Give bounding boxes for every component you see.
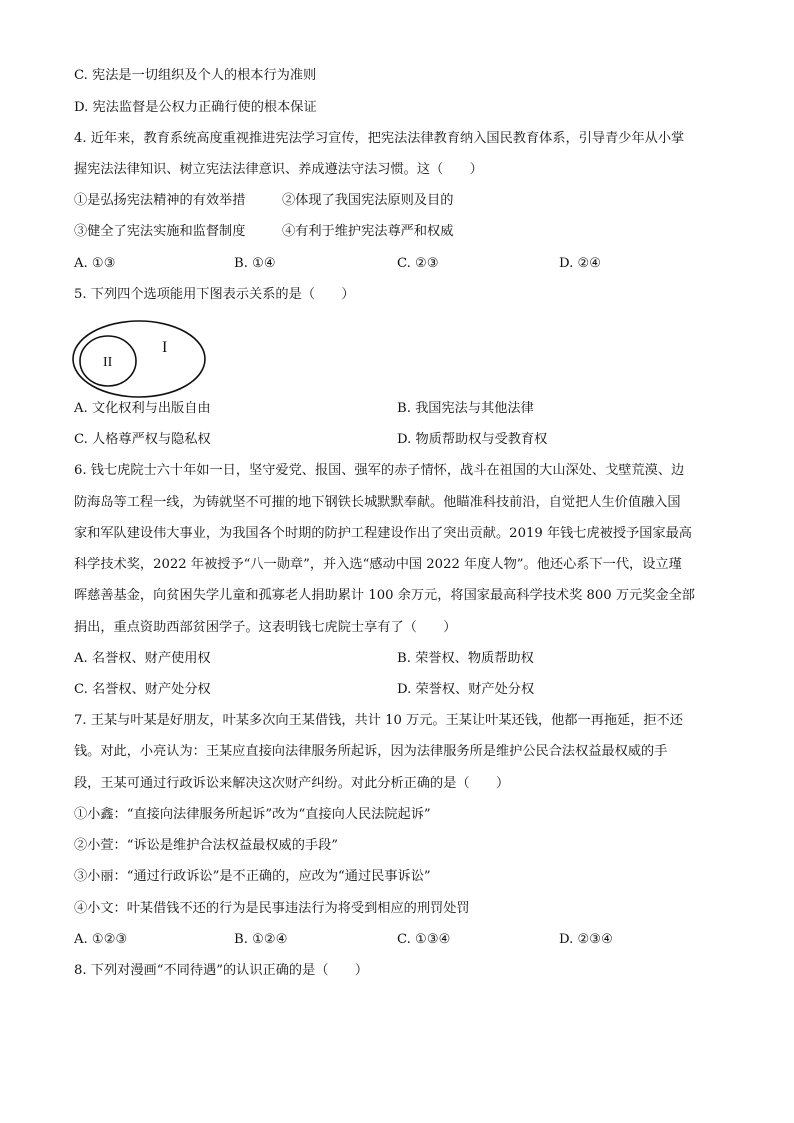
q4-stem-line-2: 握宪法法律知识、树立宪法法律意识、养成遵法守法习惯。这（ ）	[74, 162, 483, 177]
q7-option-a: A. ①②③	[74, 932, 128, 947]
prev-option-d: D. 宪法监督是公权力正确行使的根本保证	[74, 100, 317, 115]
venn-outer-label: I	[162, 339, 168, 356]
q6-stem-line-6: 捐出，重点资助西部贫困学子。这表明钱七虎院士享有了（ ）	[74, 620, 457, 635]
q5-stem: 5. 下列四个选项能用下图表示关系的是（ ）	[74, 287, 355, 302]
q7-stem-line-2: 钱。对此，小亮认为：王某应直接向法律服务所起诉，因为法律服务所是维护公民合法权益最权威的手	[74, 744, 668, 759]
q4-stem-line-1: 4. 近年来，教育系统高度重视推进宪法学习宣传，把宪法法律教育纳入国民教育体系，引导青少年从小掌	[74, 131, 685, 146]
q4-statement-4: ④有利于维护宪法尊严和权威	[282, 224, 454, 239]
q5-venn-diagram	[70, 318, 208, 400]
q5-option-c: C. 人格尊严权与隐私权	[74, 432, 211, 447]
venn-outer-ellipse	[73, 321, 205, 397]
q7-option-b: B. ①②④	[234, 932, 288, 947]
q4-statement-3: ③健全了宪法实施和监督制度	[74, 224, 246, 239]
q5-option-a: A. 文化权利与出版自由	[74, 401, 211, 416]
q6-stem-line-1: 6. 钱七虎院士六十年如一日，坚守爱党、报国、强军的赤子情怀，战斗在祖国的大山深处、戈壁荒漠、边	[74, 463, 685, 478]
q7-stem-line-1: 7. 王某与叶某是好朋友，叶某多次向王某借钱，共计 10 万元。王某让叶某还钱，他都一再拖延，拒不还	[74, 713, 683, 728]
q7-stem-line-3: 段，王某可通过行政诉讼来解决这次财产纠纷。对此分析正确的是（ ）	[74, 776, 510, 791]
q7-statement-1: ①小鑫：“直接向法律服务所起诉”改为“直接向人民法院起诉”	[74, 807, 431, 822]
q6-option-b: B. 荣誉权、物质帮助权	[397, 651, 534, 666]
q7-statement-2: ②小萱：“诉讼是维护合法权益最权威的手段”	[74, 838, 339, 853]
q4-statement-1: ①是弘扬宪法精神的有效举措	[74, 193, 246, 208]
q7-option-d: D. ②③④	[559, 932, 613, 947]
q4-option-c: C. ②③	[397, 256, 439, 271]
q4-option-b: B. ①④	[234, 256, 276, 271]
q4-statement-2: ②体现了我国宪法原则及目的	[282, 193, 454, 208]
q6-stem-line-3: 家和军队建设伟大事业，为我国各个时期的防护工程建设作出了突出贡献。2019 年钱七虎被授予国家最高	[74, 526, 692, 541]
q4-option-a: A. ①③	[74, 256, 116, 271]
q6-stem-line-5: 晖慈善基金，向贫困失学儿童和孤寡老人捐助累计 100 余万元，将国家最高科学技术奖 800 万元奖金全部	[74, 588, 695, 603]
prev-option-c: C. 宪法是一切组织及个人的根本行为准则	[74, 68, 317, 83]
q6-option-c: C. 名誉权、财产处分权	[74, 682, 211, 697]
q8-stem: 8. 下列对漫画“不同待遇”的认识正确的是（ ）	[74, 963, 369, 978]
q7-statement-4: ④小文：叶某借钱不还的行为是民事违法行为将受到相应的刑罚处罚	[74, 901, 470, 916]
q4-option-d: D. ②④	[559, 256, 602, 271]
q6-stem-line-2: 防海岛等工程一线，为铸就坚不可摧的地下钢铁长城默默奉献。他瞄准科技前沿，自觉把人生价值融入国	[74, 495, 681, 510]
q5-option-b: B. 我国宪法与其他法律	[397, 401, 534, 416]
q7-statement-3: ③小丽：“通过行政诉讼”是不正确的，应改为“通过民事诉讼”	[74, 869, 431, 884]
q6-option-d: D. 荣誉权、财产处分权	[397, 682, 535, 697]
venn-inner-label: II	[103, 355, 113, 370]
q7-option-c: C. ①③④	[397, 932, 451, 947]
q5-option-d: D. 物质帮助权与受教育权	[397, 432, 548, 447]
q6-option-a: A. 名誉权、财产使用权	[74, 651, 211, 666]
q6-stem-line-4: 科学技术奖，2022 年被授予“八一勋章”，并入选“感动中国 2022 年度人物”。他还心系下一代，设立瑾	[74, 557, 682, 572]
